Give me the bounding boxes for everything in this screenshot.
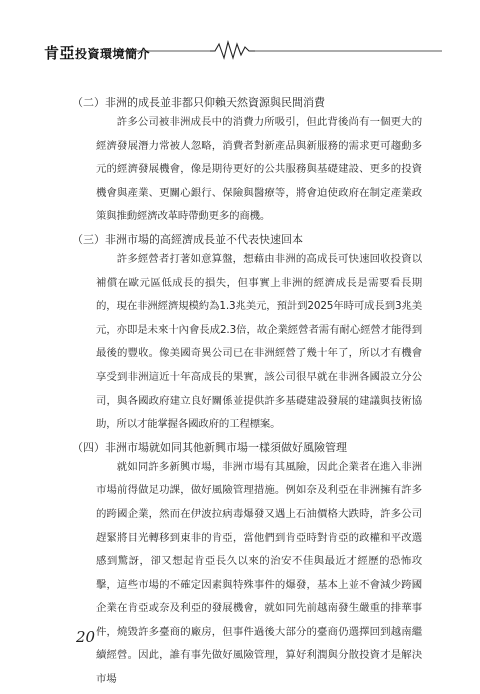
body-text	[72, 94, 422, 694]
header-title-rest: 投資環境簡介	[75, 47, 151, 61]
section-2	[72, 94, 422, 229]
paragraph: 就如同許多新興市場，非洲市場有其風險，因此企業者在進入非洲市場前得做足功課，做好風險管理措施。例如奈及利亞在非洲擁有許多的跨國企業，然而在伊波拉病毒爆發又遇上石油價格大跌時，許多公司趕緊將目光轉移到東非的肯亞，當他們到肯亞時對肯亞的政權和平改選感到驚訝，卻又想起肯亞長久以來的治安不佳與最近才經歷的恐怖攻擊，這些市場的不確定因素與特殊事件的爆發，基本上並不會減少跨國企業在肯亞或奈及利亞的發展機會，就如同先前越南發生嚴重的排華事件，燒毀許多臺商的廠房，但事件過後大部分的臺商仍選擇回到越南繼續經營。因此，誰有事先做好風險管理，算好利潤與分散投資才是解決市場	[96, 460, 422, 686]
header-title	[44, 42, 150, 63]
section-heading: （二）非洲的成長並非都只仰賴天然資源與民間消費	[72, 96, 325, 109]
paragraph: 許多公司被非洲成長中的消費力所吸引，但此背後尚有一個更大的經濟發展潛力常被人忽略，消費者對新產品與新服務的需求更可趨動多元的經濟發展機會，像是期待更好的公共服務與基礎建設、更多的投資機會與產業、更關心銀行、保險與醫療等，將會迫使政府在制定產業政策與推動經濟改革時帶動更多的商機。	[96, 116, 422, 223]
running-header	[44, 40, 442, 60]
section-heading: （三）非洲市場的高經濟成長並不代表快速回本	[72, 232, 303, 246]
section-3	[72, 231, 422, 437]
header-title-main: 肯亞	[44, 44, 76, 62]
section-heading: （四）非洲市場就如同其他新興市場一樣須做好風險管理	[72, 440, 347, 454]
page-number: 20	[76, 628, 96, 646]
paragraph: 許多經營者打著如意算盤，想藉由非洲的高成長可快速回收投資以補償在歐元區低成長的損失，但事實上非洲的經濟成長是需要看長期的，現在非洲經濟規模約為1.3兆美元，預計到2025年時可成長到3兆美元，亦即是未來十內會長成2.3倍，故企業經營者需有耐心經營才能得到最後的豐收。像美國奇異公司已在非洲經營了幾十年了，所以才有機會享受到非洲這近十年高成長的果實，該公司很早就在非洲各國設立分公司，與各國政府建立良好關係並提供許多基礎建設發展的建議與技術協助，所以才能掌握各國政府的工程標案。	[96, 252, 422, 431]
